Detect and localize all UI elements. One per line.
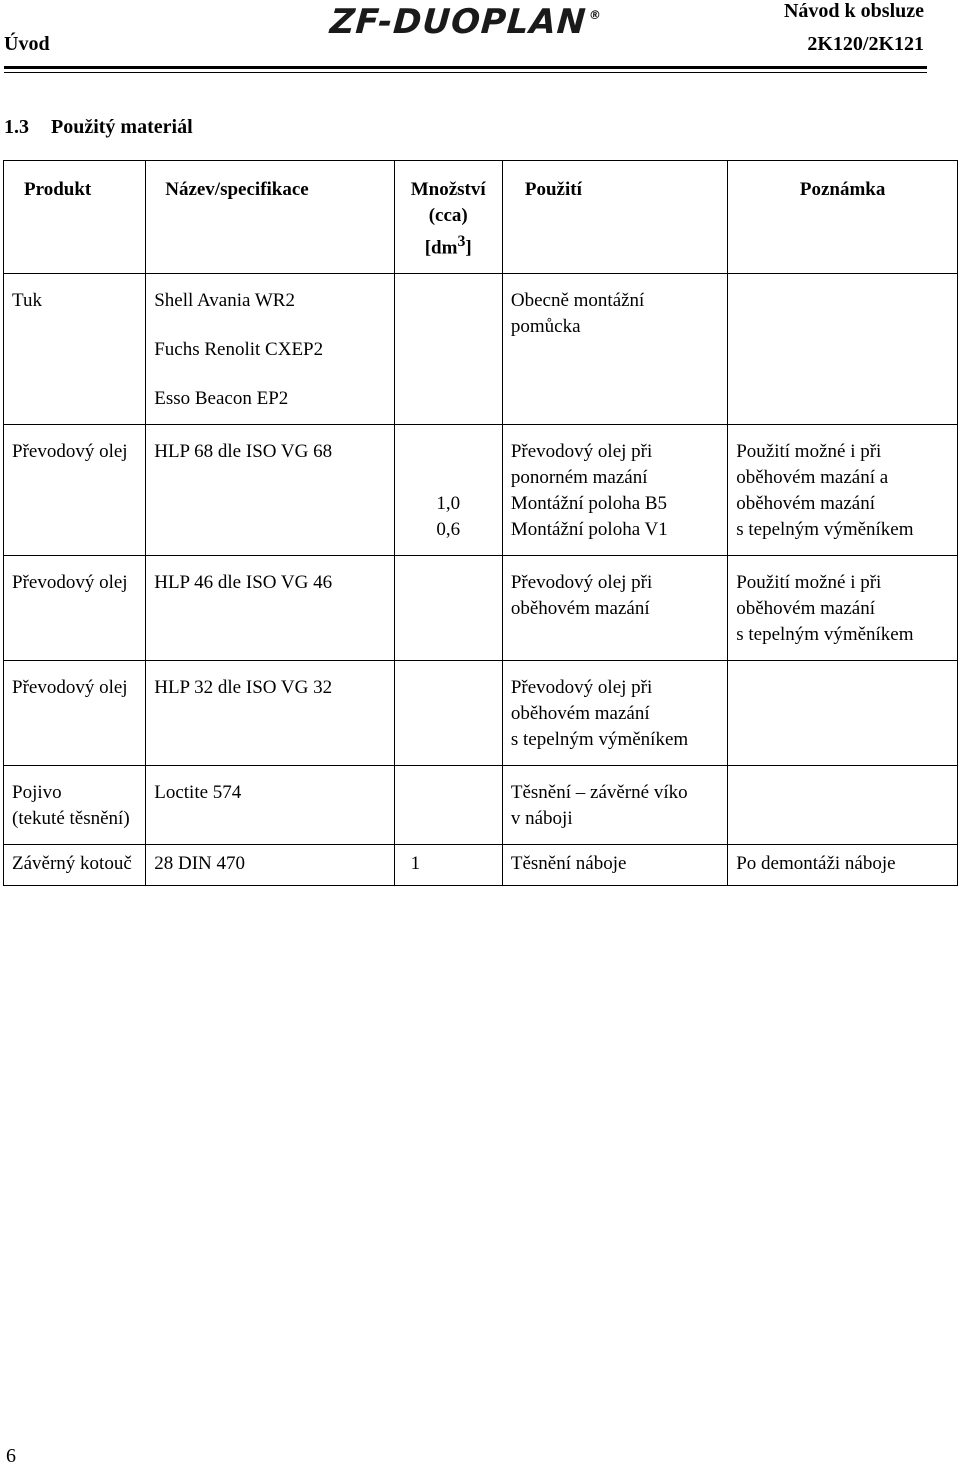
usage-line: Převodový olej při <box>510 572 653 594</box>
note-line: Použití možné i při <box>736 441 882 463</box>
note-line: oběhovém mazání <box>736 493 875 515</box>
cell-amount <box>394 556 502 661</box>
header-section-name: Úvod <box>4 33 50 55</box>
usage-line: oběhovém mazání <box>510 598 650 620</box>
cell-usage <box>502 766 727 845</box>
spec-line: Esso Beacon EP2 <box>154 388 289 410</box>
cell-note <box>728 661 958 766</box>
header-product: Produkt <box>4 161 146 274</box>
usage-line: oběhovém mazání <box>510 703 650 725</box>
header-amount-line1: Množství <box>410 179 486 200</box>
cell-amount <box>394 425 502 556</box>
cell-note: Po demontáži náboje <box>728 845 958 886</box>
cell-product <box>4 766 146 845</box>
cell-note <box>728 274 958 425</box>
spec-line: Fuchs Renolit CXEP2 <box>154 339 324 361</box>
zf-duoplan-logo <box>329 2 603 42</box>
note-line: s tepelným výměníkem <box>736 624 914 646</box>
cell-usage <box>502 661 727 766</box>
section-title: Použitý materiál <box>51 116 193 138</box>
header-amount <box>394 161 502 274</box>
usage-line: Těsnění – závěrné víko <box>510 782 688 804</box>
table-row <box>4 845 958 886</box>
section-heading <box>4 116 193 139</box>
product-line: (tekuté těsnění) <box>12 808 130 830</box>
header-amount-sup: 3 <box>457 233 466 250</box>
usage-line: Převodový olej při <box>510 441 653 463</box>
cell-specs <box>146 274 394 425</box>
header-amount-unit: [dm <box>424 237 458 259</box>
header-rule-thick <box>4 66 927 69</box>
product-line: Pojivo <box>12 782 62 804</box>
cell-product: Převodový olej <box>4 556 146 661</box>
table-row <box>4 274 958 425</box>
usage-line: pomůcka <box>510 316 581 338</box>
cell-specs: HLP 46 dle ISO VG 46 <box>146 556 394 661</box>
header-model: 2K120/2K121 <box>807 33 924 55</box>
header-rule-thin <box>4 72 927 73</box>
amount-line: 1,0 <box>436 493 461 515</box>
cell-usage: Těsnění náboje <box>502 845 727 886</box>
usage-line: s tepelným výměníkem <box>510 729 689 751</box>
registered-mark: ® <box>588 8 603 22</box>
usage-line: Obecně montážní <box>510 290 645 312</box>
cell-usage <box>502 556 727 661</box>
header-doc-type: Návod k obsluze <box>783 0 924 22</box>
cell-specs: HLP 32 dle ISO VG 32 <box>146 661 394 766</box>
usage-line: Montážní poloha B5 <box>510 493 668 515</box>
header-usage: Použití <box>502 161 727 274</box>
cell-specs: Loctite 574 <box>146 766 394 845</box>
page-number: 6 <box>6 1445 16 1467</box>
header-amount-line2: (cca) <box>428 205 468 226</box>
cell-amount <box>394 274 502 425</box>
header-note: Poznámka <box>728 161 958 274</box>
cell-note <box>728 425 958 556</box>
header-name-spec: Název/specifikace <box>146 161 394 274</box>
usage-line: v náboji <box>510 808 573 830</box>
cell-amount <box>394 661 502 766</box>
cell-product: Převodový olej <box>4 425 146 556</box>
cell-product: Závěrný kotouč <box>4 845 146 886</box>
usage-line: ponorném mazání <box>510 467 648 489</box>
usage-line: Montážní poloha V1 <box>510 519 668 541</box>
note-line: s tepelným výměníkem <box>736 519 914 541</box>
logo-text: ZF-DUOPLAN <box>328 2 588 42</box>
table-row <box>4 661 958 766</box>
materials-table <box>3 160 958 886</box>
note-line: Použití možné i při <box>736 572 882 594</box>
table-row <box>4 766 958 845</box>
cell-specs: 28 DIN 470 <box>146 845 394 886</box>
cell-amount: 1 <box>394 845 502 886</box>
spec-line: Shell Avania WR2 <box>154 290 295 312</box>
cell-specs: HLP 68 dle ISO VG 68 <box>146 425 394 556</box>
cell-note <box>728 556 958 661</box>
table-header-row <box>4 161 958 274</box>
table-row <box>4 425 958 556</box>
header-amount-close: ] <box>465 237 472 259</box>
note-line: oběhovém mazání <box>736 598 875 620</box>
usage-line: Převodový olej při <box>510 677 653 699</box>
note-line: oběhovém mazání a <box>736 467 889 489</box>
cell-usage <box>502 425 727 556</box>
cell-usage <box>502 274 727 425</box>
amount-line: 0,6 <box>436 519 461 541</box>
cell-note <box>728 766 958 845</box>
table-row <box>4 556 958 661</box>
section-number: 1.3 <box>4 116 29 138</box>
cell-amount <box>394 766 502 845</box>
cell-product: Převodový olej <box>4 661 146 766</box>
cell-product: Tuk <box>4 274 146 425</box>
